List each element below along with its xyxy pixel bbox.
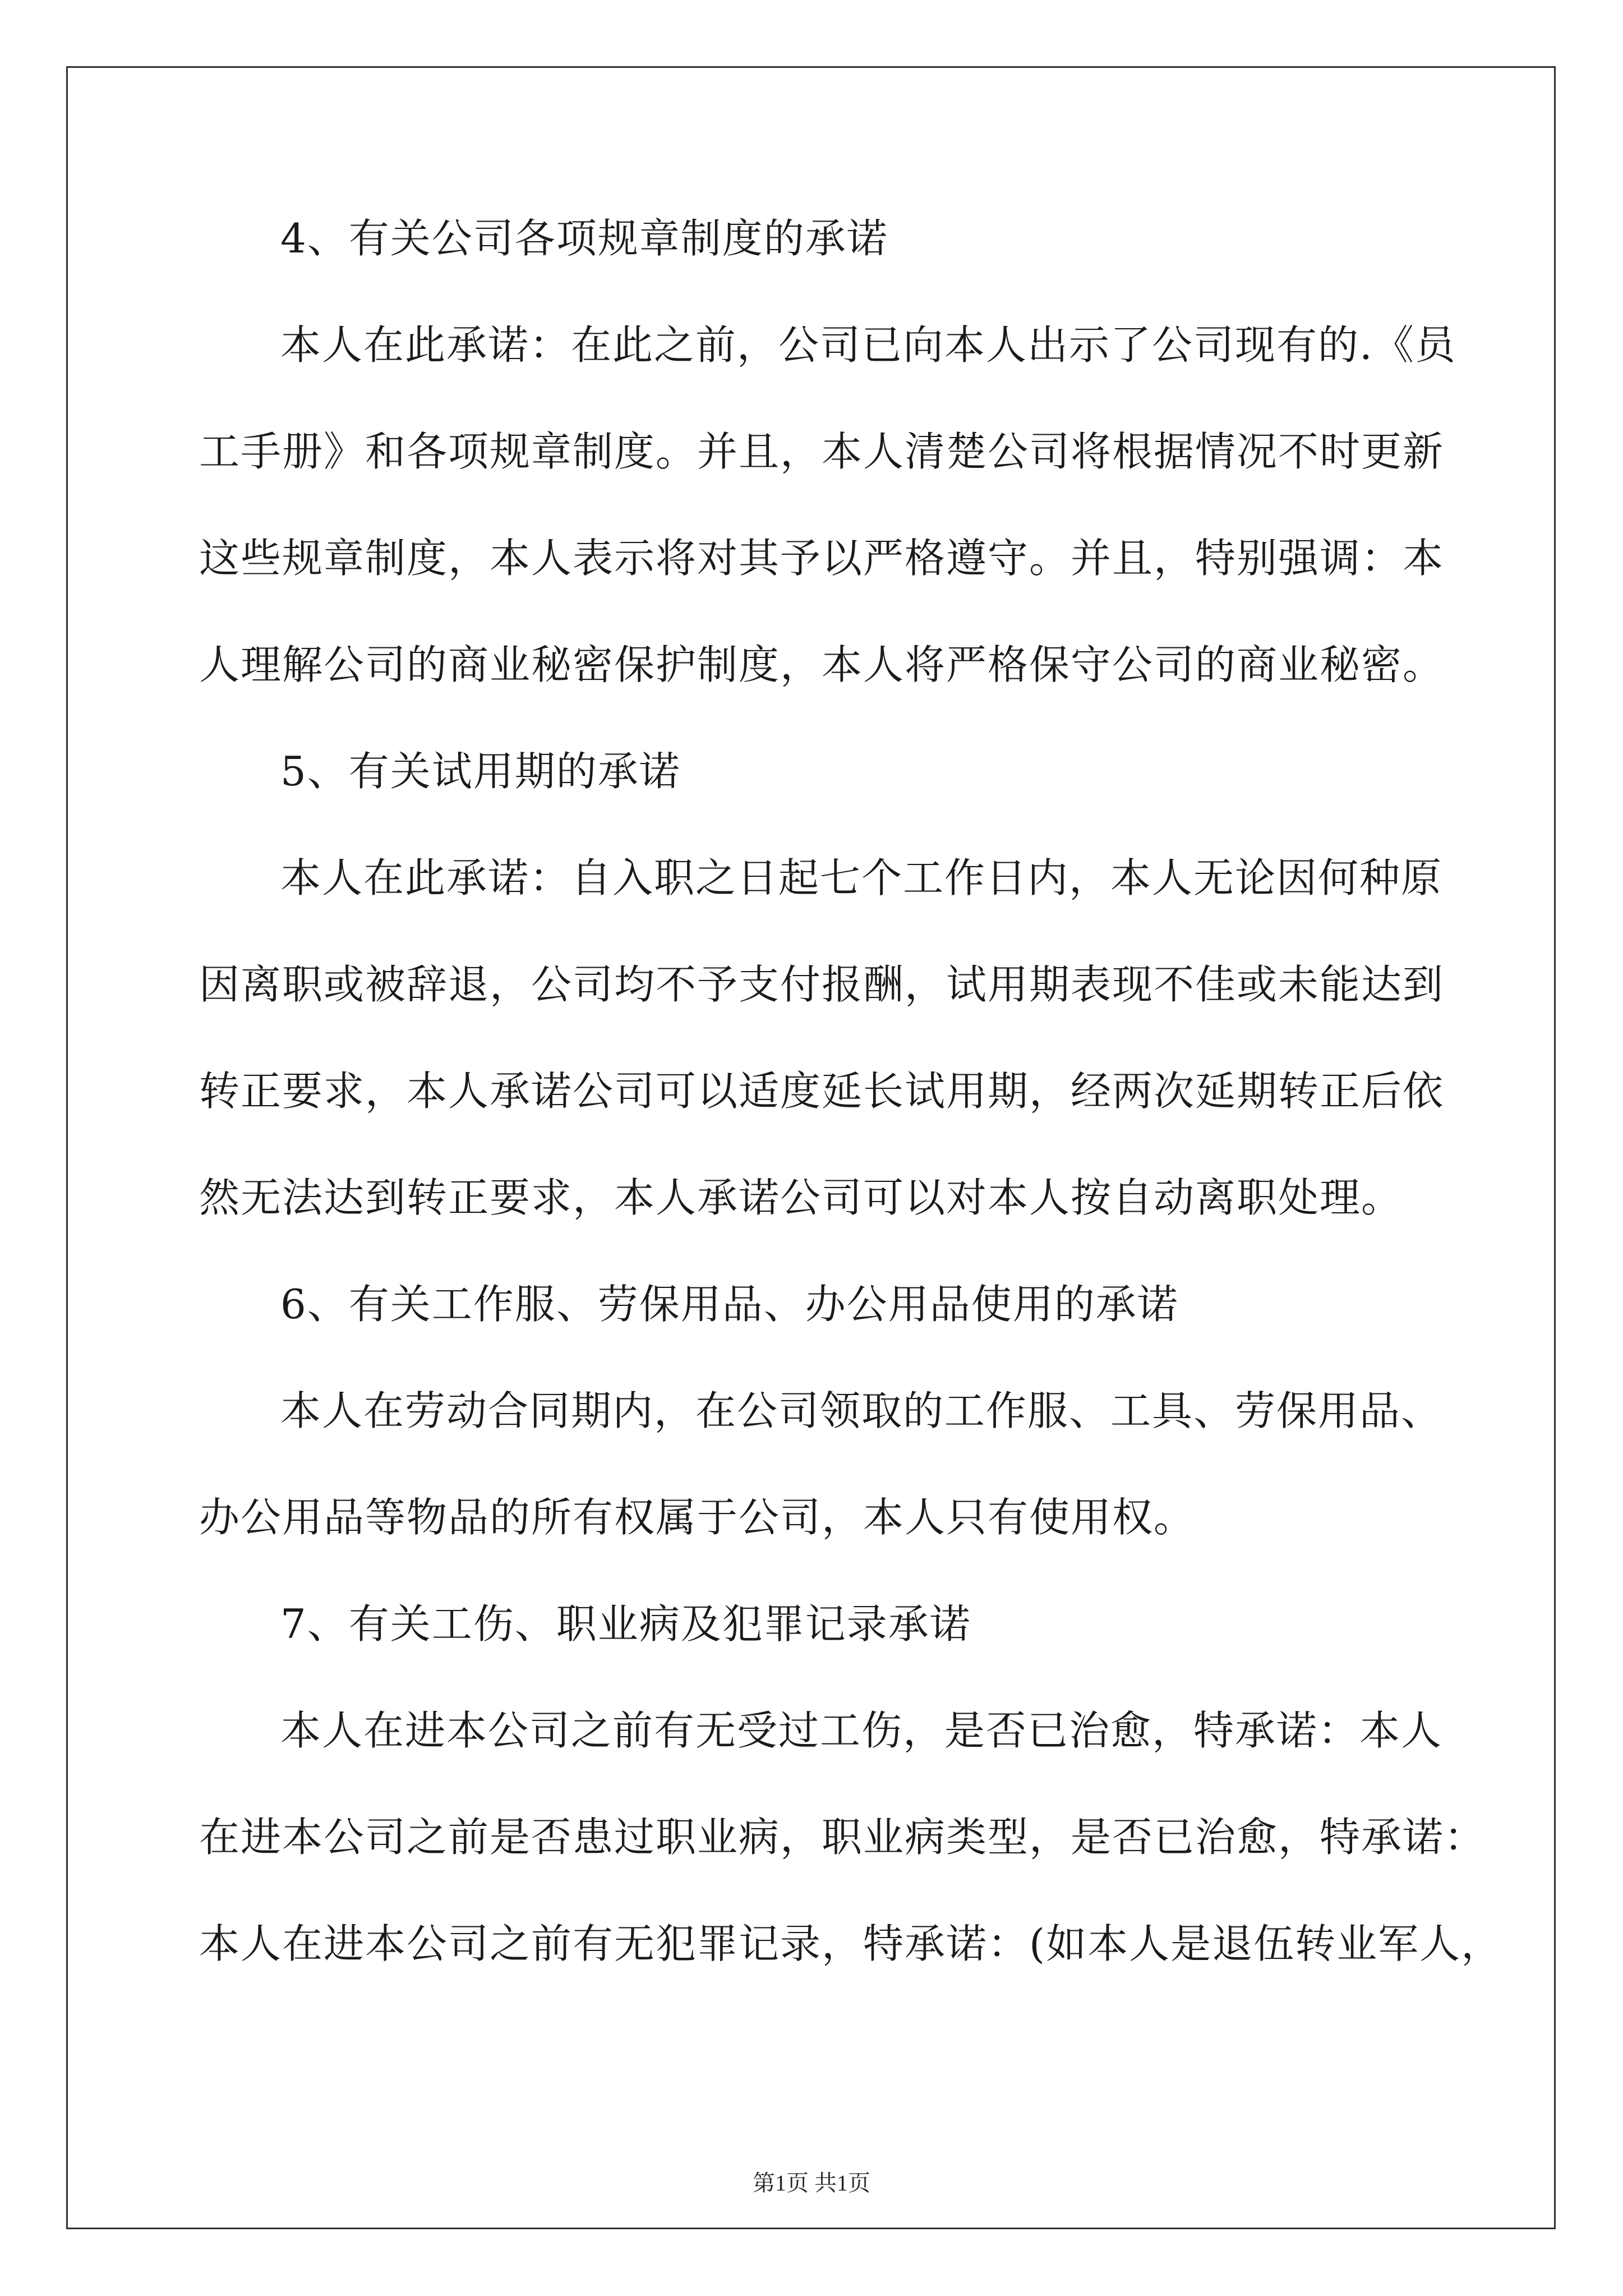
- paragraph-line: 本人在进本公司之前有无受过工伤，是否已治愈，特承诺：本人: [280, 1707, 1443, 1754]
- paragraph-line: 工手册》和各项规章制度。并且，本人清楚公司将根据情况不时更新: [199, 428, 1445, 475]
- paragraph-line: 办公用品等物品的所有权属于公司，本人只有使用权。: [199, 1494, 1196, 1541]
- heading-6: 6、有关工作服、劳保用品、办公用品使用的承诺: [280, 1281, 1179, 1328]
- paragraph-line: 本人在进本公司之前有无犯罪记录，特承诺：(如本人是退伍转业军人，: [199, 1920, 1503, 1967]
- heading-5: 5、有关试用期的承诺: [280, 748, 681, 795]
- paragraph-line: 这些规章制度，本人表示将对其予以严格遵守。并且，特别强调：本: [199, 535, 1445, 582]
- paragraph-line: 人理解公司的商业秘密保护制度，本人将严格保守公司的商业秘密。: [199, 641, 1445, 688]
- paragraph-line: 转正要求，本人承诺公司可以适度延长试用期，经两次延期转正后依: [199, 1068, 1445, 1115]
- paragraph-line: 在进本公司之前是否患过职业病，职业病类型，是否已治愈，特承诺：: [199, 1814, 1486, 1861]
- paragraph-line: 因离职或被辞退，公司均不予支付报酬，试用期表现不佳或未能达到: [199, 961, 1445, 1008]
- heading-7: 7、有关工伤、职业病及犯罪记录承诺: [280, 1600, 971, 1648]
- paragraph-line: 本人在此承诺：自入职之日起七个工作日内，本人无论因何种原: [280, 854, 1443, 901]
- paragraph-line: 本人在此承诺：在此之前，公司已向本人出示了公司现有的.《员: [280, 321, 1456, 369]
- heading-4: 4、有关公司各项规章制度的承诺: [280, 215, 888, 262]
- paragraph-line: 本人在劳动合同期内，在公司领取的工作服、工具、劳保用品、: [280, 1387, 1443, 1434]
- page-footer: 第1页 共1页: [753, 2170, 870, 2196]
- paragraph-line: 然无法达到转正要求，本人承诺公司可以对本人按自动离职处理。: [199, 1174, 1403, 1221]
- page-border: [66, 66, 1556, 2229]
